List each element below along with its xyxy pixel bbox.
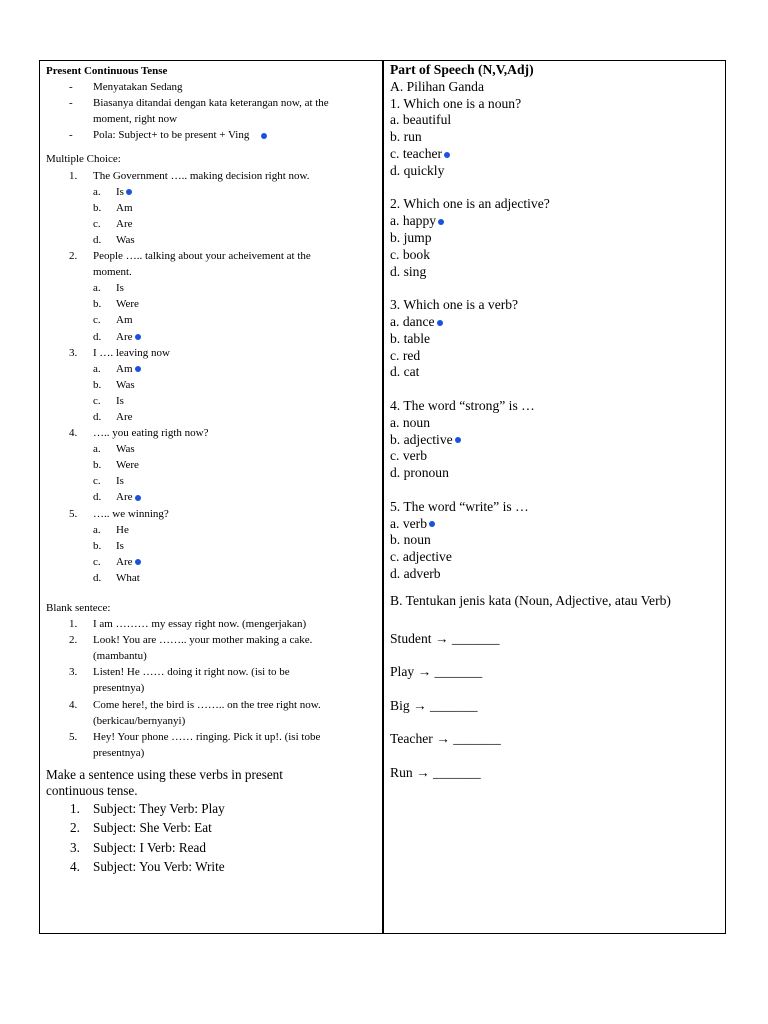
option-text: b. table — [390, 330, 431, 346]
option-text: c. adjective — [390, 549, 452, 565]
sentence-number: 3. — [70, 839, 80, 855]
pos-option — [390, 314, 720, 331]
blank-number: 3. — [69, 666, 78, 679]
mc-option — [46, 377, 376, 393]
pos-option — [390, 415, 720, 432]
answer-dot-icon — [437, 320, 443, 326]
mc-option — [46, 393, 376, 409]
pos-option — [390, 532, 720, 549]
sentence-text: Subject: They Verb: Play — [93, 800, 225, 816]
option-letter: d. — [93, 233, 102, 246]
question-gap — [390, 180, 720, 197]
right-title: Part of Speech (N,V,Adj) — [390, 62, 534, 77]
right-questions — [390, 96, 720, 583]
pos-question: 5. The word “write” is … — [390, 498, 529, 514]
option-text: b. jump — [390, 229, 432, 245]
pos-option — [390, 247, 720, 264]
sentence-item — [46, 838, 376, 857]
blank-item — [46, 697, 376, 713]
option-text: Am — [116, 314, 133, 327]
blank-text: I am ……… my essay right now. (mengerjakan) — [93, 618, 307, 631]
answer-dot-icon — [126, 189, 132, 195]
pos-question: 1. Which one is a noun? — [390, 95, 522, 111]
sentence-number: 4. — [70, 859, 80, 875]
blank-number: 4. — [69, 698, 78, 711]
mc-option — [46, 216, 376, 232]
blank-item — [46, 616, 376, 632]
mc-heading: Multiple Choice: — [46, 153, 121, 166]
sentence-text: Subject: She Verb: Eat — [93, 820, 212, 836]
question-text-line2: moment. — [93, 266, 132, 279]
option-text: Is — [116, 475, 124, 488]
blank-item — [46, 664, 376, 680]
option-text: Were — [116, 298, 139, 311]
option-text: c. teacher — [390, 145, 443, 161]
option-text: Is — [116, 282, 124, 295]
column-divider — [382, 60, 384, 934]
bullet-dash: - — [69, 81, 73, 94]
question-text: People ….. talking about your acheivement at the — [93, 250, 311, 263]
mc-option — [46, 184, 376, 200]
mc-option — [46, 457, 376, 473]
option-text: d. adverb — [390, 565, 441, 581]
option-letter: c. — [93, 475, 101, 488]
note-text: Menyatakan Sedang — [93, 81, 183, 94]
sentence-item — [46, 799, 376, 818]
note-text: Pola: Subject+ to be present + Ving — [93, 129, 250, 142]
sentence-list — [46, 799, 376, 877]
option-text: Are — [116, 491, 133, 504]
question-text: The Government ….. making decision right now. — [93, 169, 310, 182]
blank-text-line2: (mambantu) — [93, 650, 147, 663]
blank-heading: Blank sentece: — [46, 602, 111, 614]
option-letter: a. — [93, 185, 101, 198]
sentence-text: Subject: You Verb: Write — [93, 859, 225, 875]
option-text: Is — [116, 185, 124, 198]
option-text: Was — [116, 233, 135, 246]
option-letter: d. — [93, 491, 102, 504]
option-letter: c. — [93, 314, 101, 327]
mc-option — [46, 538, 376, 554]
sentence-heading: Make a sentence using these verbs in present — [46, 766, 283, 782]
option-letter: b. — [93, 459, 102, 472]
blank-text: Look! You are …….. your mother making a cake. — [93, 634, 313, 647]
blank-text-line2: presentnya) — [93, 746, 145, 759]
left-column — [46, 63, 376, 877]
option-text: c. verb — [390, 448, 427, 464]
option-text: d. pronoun — [390, 465, 449, 481]
answer-dot-icon — [444, 152, 450, 158]
left-title: Present Continuous Tense — [46, 65, 168, 77]
option-letter: c. — [93, 555, 101, 568]
answer-dot-icon — [438, 219, 444, 225]
answer-dot-icon — [261, 133, 267, 139]
answer-dot-icon — [455, 437, 461, 443]
blank-item — [46, 632, 376, 648]
option-letter: a. — [93, 362, 101, 375]
question-number: 2. — [69, 250, 78, 263]
sentence-number: 1. — [70, 800, 80, 816]
option-letter: b. — [93, 539, 102, 552]
question-gap — [390, 280, 720, 297]
answer-dot-icon — [135, 495, 141, 501]
mc-option — [46, 409, 376, 425]
pos-option — [390, 112, 720, 129]
option-letter: d. — [93, 571, 102, 584]
option-text: a. beautiful — [390, 112, 452, 128]
option-text: Are — [116, 555, 133, 568]
pos-option — [390, 566, 720, 583]
option-text: d. cat — [390, 364, 420, 380]
answer-dot-icon — [135, 559, 141, 565]
sentence-item — [46, 818, 376, 837]
mc-option — [46, 280, 376, 296]
fill-item: Run → _______ — [390, 764, 481, 780]
answer-dot-icon — [135, 366, 141, 372]
blank-number: 5. — [69, 730, 78, 743]
mc-question — [46, 506, 376, 522]
pos-option — [390, 213, 720, 230]
bullet-dash: - — [69, 97, 73, 110]
question-gap — [390, 482, 720, 499]
option-text: c. book — [390, 246, 431, 262]
bullet-dash: - — [69, 129, 73, 142]
option-text: d. sing — [390, 263, 427, 279]
notes-list — [46, 79, 376, 143]
section-a-heading: A. Pilihan Ganda — [390, 78, 485, 94]
option-text: Were — [116, 459, 139, 472]
mc-option — [46, 522, 376, 538]
option-text: Is — [116, 539, 124, 552]
option-text: Am — [116, 201, 133, 214]
fill-item: Teacher → _______ — [390, 731, 501, 746]
answer-dot-icon — [135, 334, 141, 340]
option-text: a. noun — [390, 414, 431, 430]
question-number: 5. — [69, 507, 78, 520]
option-letter: d. — [93, 330, 102, 343]
question-number: 3. — [69, 346, 78, 359]
pos-option — [390, 432, 720, 449]
mc-option — [46, 473, 376, 489]
blank-text: Come here!, the bird is …….. on the tree right now. — [93, 698, 321, 711]
option-text: Are — [116, 217, 133, 230]
note-text: Biasanya ditandai dengan kata keterangan now, at the — [93, 97, 329, 110]
option-text: b. run — [390, 129, 422, 145]
option-text: a. happy — [390, 213, 437, 229]
pos-option — [390, 129, 720, 146]
option-text: b. adjective — [390, 431, 453, 447]
mc-question — [46, 425, 376, 441]
note-item — [46, 127, 376, 143]
mc-option — [46, 554, 376, 570]
option-letter: c. — [93, 394, 101, 407]
blank-number: 2. — [69, 634, 78, 647]
pos-question: 4. The word “strong” is … — [390, 397, 535, 413]
pos-option — [390, 448, 720, 465]
mc-option — [46, 489, 376, 505]
section-b-heading: B. Tentukan jenis kata (Noun, Adjective, atau Verb) — [390, 592, 671, 608]
mc-option — [46, 312, 376, 328]
option-text: a. verb — [390, 515, 427, 531]
blank-number: 1. — [69, 618, 78, 631]
blank-list — [46, 616, 376, 761]
option-letter: b. — [93, 378, 102, 391]
pos-question: 3. Which one is a verb? — [390, 297, 519, 313]
mc-option — [46, 361, 376, 377]
question-text: I …. leaving now — [93, 346, 170, 359]
option-letter: c. — [93, 217, 101, 230]
pos-option — [390, 264, 720, 281]
option-text: Are — [116, 410, 133, 423]
note-text-line2: moment, right now — [93, 113, 178, 126]
sentence-item — [46, 857, 376, 876]
pos-option — [390, 549, 720, 566]
blank-item — [46, 729, 376, 745]
option-letter: b. — [93, 298, 102, 311]
mc-list — [46, 168, 376, 586]
option-letter: a. — [93, 282, 101, 295]
mc-option — [46, 200, 376, 216]
pos-option — [390, 163, 720, 180]
blank-text-line2: (berkicau/bernyanyi) — [93, 714, 186, 727]
question-text: ….. we winning? — [93, 507, 169, 520]
mc-option — [46, 441, 376, 457]
pos-question: 2. Which one is an adjective? — [390, 196, 550, 212]
option-letter: a. — [93, 523, 101, 536]
sentence-heading-line2: continuous tense. — [46, 782, 138, 798]
pos-option — [390, 230, 720, 247]
question-number: 1. — [69, 169, 78, 182]
option-text: b. noun — [390, 532, 431, 548]
mc-question — [46, 345, 376, 361]
blank-text-line2: presentnya) — [93, 682, 145, 695]
question-text: ….. you eating rigth now? — [93, 427, 209, 440]
pos-option — [390, 465, 720, 482]
note-item — [46, 95, 376, 111]
blank-text: Listen! He …… doing it right now. (isi to be — [93, 666, 290, 679]
option-text: Am — [116, 362, 133, 375]
right-column — [390, 62, 720, 789]
question-gap — [390, 381, 720, 398]
mc-question — [46, 168, 376, 184]
pos-option — [390, 331, 720, 348]
option-letter: b. — [93, 201, 102, 214]
mc-question — [46, 248, 376, 264]
option-text: Is — [116, 394, 124, 407]
sentence-number: 2. — [70, 820, 80, 836]
option-text: Was — [116, 443, 135, 456]
option-text: Are — [116, 330, 133, 343]
blank-text: Hey! Your phone …… ringing. Pick it up!. (isi tobe — [93, 730, 321, 743]
option-letter: d. — [93, 410, 102, 423]
option-text: d. quickly — [390, 162, 445, 178]
question-number: 4. — [69, 427, 78, 440]
pos-option — [390, 364, 720, 381]
fill-list — [390, 622, 720, 790]
option-text: He — [116, 523, 129, 536]
pos-option — [390, 516, 720, 533]
option-text: What — [116, 571, 140, 584]
mc-option — [46, 570, 376, 586]
fill-item: Play → _______ — [390, 664, 483, 679]
option-text: a. dance — [390, 313, 435, 329]
mc-option — [46, 296, 376, 312]
answer-dot-icon — [429, 521, 435, 527]
pos-option — [390, 348, 720, 365]
pos-option — [390, 146, 720, 163]
option-letter: a. — [93, 443, 101, 456]
option-text: Was — [116, 378, 135, 391]
note-item — [46, 79, 376, 95]
mc-option — [46, 329, 376, 345]
mc-option — [46, 232, 376, 248]
fill-item: Big → _______ — [390, 697, 478, 713]
fill-item: Student → _______ — [390, 630, 500, 646]
option-text: c. red — [390, 347, 421, 363]
sentence-text: Subject: I Verb: Read — [93, 839, 206, 855]
